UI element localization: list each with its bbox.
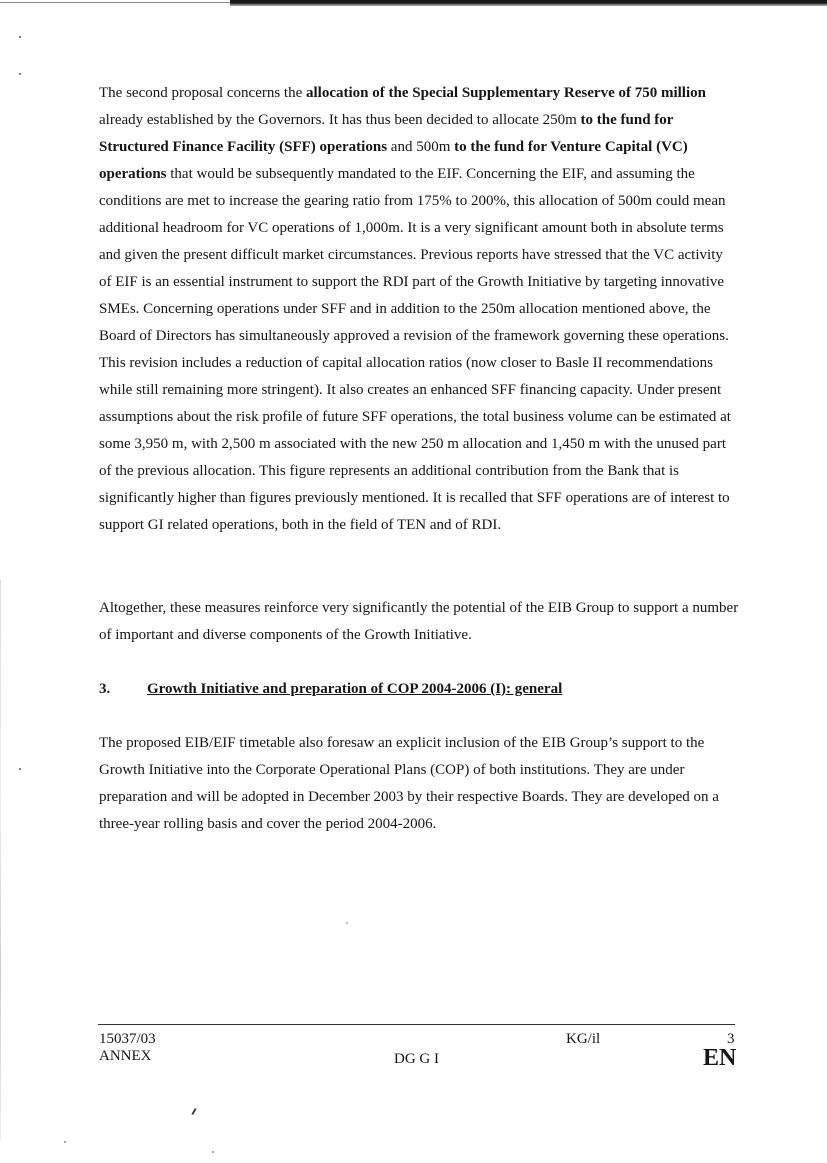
- footer-annex-label: ANNEX: [99, 1048, 152, 1064]
- footer-page-number: 3: [727, 1031, 735, 1047]
- footer-language-code: EN: [703, 1045, 737, 1071]
- footer-initials: KG/il: [566, 1031, 601, 1047]
- top-rule-thick-segment: [230, 0, 827, 6]
- scan-speck: [19, 768, 21, 770]
- scan-left-edge: [0, 580, 1, 1140]
- paragraph-text: The second proposal concerns the: [99, 85, 307, 101]
- top-border-rule: [0, 0, 827, 8]
- paragraph-cop-timetable: The proposed EIB/EIF timetable also foresaw an explicit inclusion of the EIB Group’s support to the Growth Initiative into the Corporate Operational Plans (COP) of both institutions. They are under preparation and will be adopted in December 2003 by their respective Boards. They are developed on a three-year rolling basis and cover the period 2004-2006.: [99, 735, 719, 832]
- paragraph-text: and 500m: [387, 139, 455, 155]
- paragraph-text: that would be subsequently mandated to the EIF. Concerning the EIF, and assuming the conditions are met to increase the gearing ratio from 175% to 200%, this allocation of 500m could mean additional headroom for VC operations of 1,000m. It is a very significant amount both in absolute terms and given the present difficult market circumstances. Previous reports have stressed that the VC activity of EIF is an essential instrument to support the RDI part of the Growth Initiative by targeting innovative SMEs. Concerning operations under SFF and in addition to the 250m allocation mentioned above, the Board of Directors has simultaneously approved a revision of the framework governing these operations. This revision includes a reduction of capital allocation ratios (now closer to Basle II recommendations while still remaining more stringent). It also creates an enhanced SFF financing capacity. Under present assumptions about the risk profile of future SFF operations, the total business volume can be estimated at some 3,950 m, with 2,500 m associated with the new 250 m allocation and 1,450 m with the unused part of the previous allocation. This figure represents an additional contribution from the Bank that is significantly higher than figures previously mentioned. It is recalled that SFF operations are of interest to support GI related operations, both in the field of TEN and of RDI.: [99, 166, 731, 533]
- paragraph-text: already established by the Governors. It has thus been decided to allocate 250m: [99, 112, 581, 128]
- paragraph-ssr-allocation: [99, 80, 739, 539]
- scan-speck: [19, 73, 21, 75]
- emphasis-vc-fund: to the fund for Venture Capital (VC) operations: [99, 139, 688, 182]
- scan-speck: [19, 36, 21, 38]
- section-heading: [99, 677, 562, 701]
- scan-speck: [346, 922, 348, 924]
- section-number: 3.: [99, 681, 111, 697]
- scan-speck: [212, 1151, 214, 1153]
- paragraph-measures-summary: Altogether, these measures reinforce very significantly the potential of the EIB Group to support a number of important and diverse components of the Growth Initiative.: [99, 600, 739, 643]
- scan-speck: [64, 1141, 66, 1143]
- pen-mark: [191, 1108, 196, 1115]
- footer-directorate: DG G I: [394, 1051, 439, 1067]
- top-rule-thin-segment: [0, 2, 230, 3]
- footer-doc-number: 15037/03: [99, 1031, 156, 1047]
- emphasis-ssr-750m: allocation of the Special Supplementary Reserve of 750 million: [306, 85, 706, 101]
- section-title: Growth Initiative and preparation of COP 2004-2006 (I): general: [147, 681, 563, 697]
- emphasis-sff-fund: to the fund for Structured Finance Facility (SFF) operations: [99, 112, 674, 155]
- footer-rule: [98, 1024, 735, 1025]
